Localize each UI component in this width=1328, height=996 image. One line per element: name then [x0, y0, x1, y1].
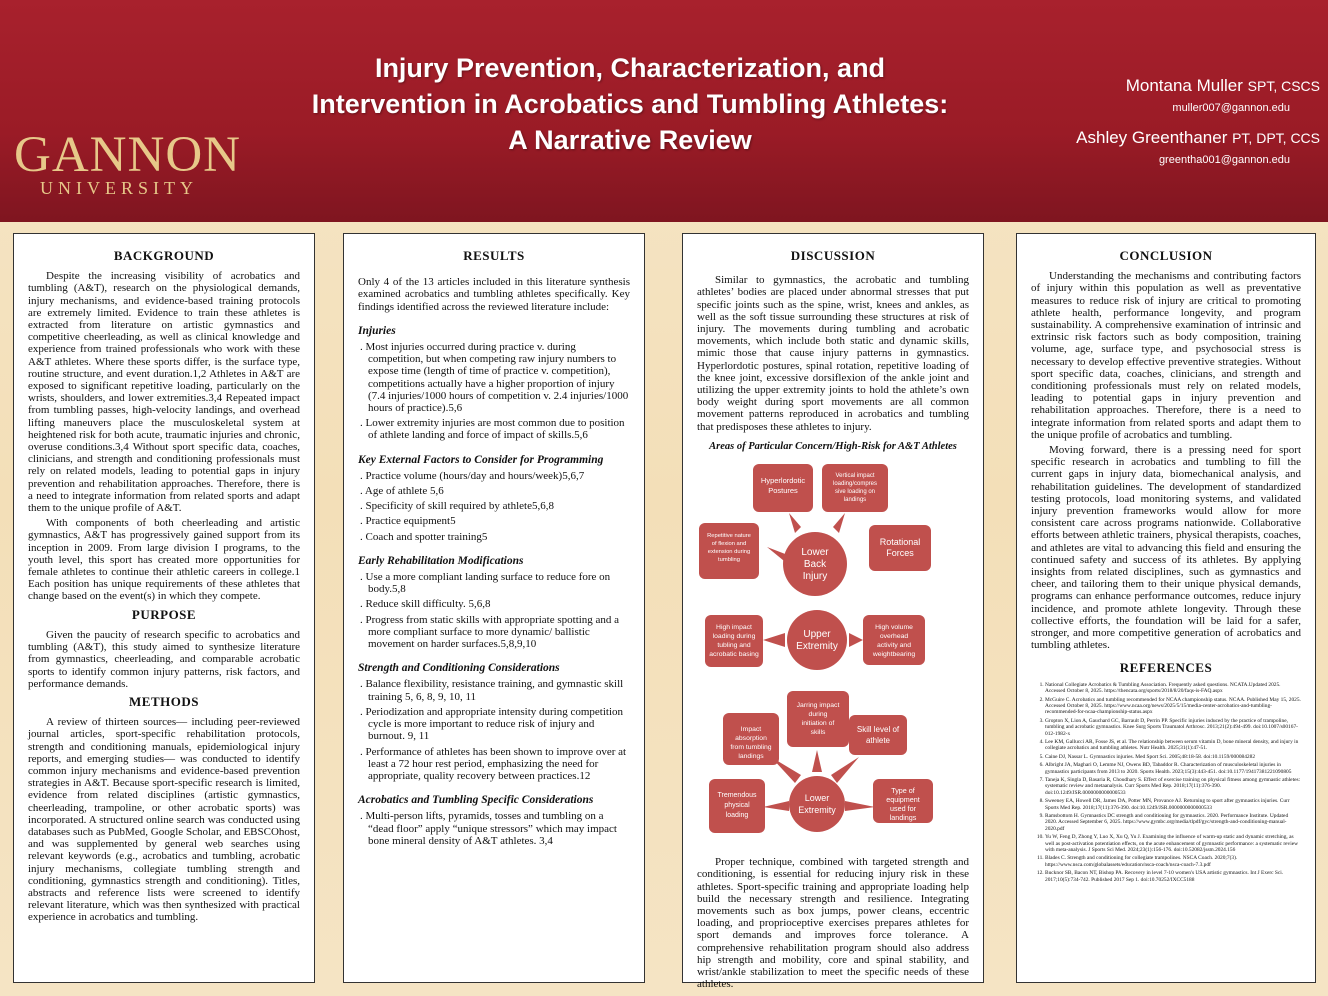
- gannon-logo: [14, 127, 241, 210]
- results-list: [358, 571, 630, 650]
- arrow: [812, 750, 822, 772]
- subsection-heading: Acrobatics and Tumbling Specific Considerations: [358, 794, 594, 807]
- purpose-paragraph: Given the paucity of research specific to acrobatics and tumbling (A&T), this study aimed to synthesize literature from gymnastics, cheerleading, and comparable acrobatic sports to identify common injury patterns, risk factors, and performance demands.: [28, 628, 300, 690]
- list-item: . Age of athlete 5,6: [358, 485, 630, 497]
- results-list: [358, 678, 630, 782]
- diagram-label: Lower Extremity: [798, 793, 836, 816]
- reference-item: 1. National Collegiate Acrobatics & Tumbling Association. Frequently asked questions. NCATA.Updated 2025. Accessed October 8, 2025. https://thencata.org/sports/2018/8/20/faqs-is-FAQ.aspx: [1045, 682, 1301, 695]
- diagram-label: Repetitive nature of flexion and extension during tumbling: [707, 533, 751, 564]
- node-upper-extremity: [787, 610, 847, 670]
- author-name: Ashley Greenthaner PT, DPT, CCS: [1076, 128, 1320, 147]
- list-item: . Performance of athletes has been shown to improve over at least a 72 hour rest period, emphasizing the need for appropriate, quality recovery between practices.12: [358, 746, 630, 783]
- column-background: [13, 233, 315, 983]
- section-heading: METHODS: [129, 693, 199, 709]
- diagram-title: Areas of Particular Concern/High-Risk for A&T Athletes: [709, 440, 957, 452]
- author-2: [1030, 128, 1320, 166]
- background-paragraph: With components of both cheerleading and artistic gymnastics, A&T has progressively gained support from its inception in 2009. From large division I programs, to the youth level, this sport has created more opportunities for female athletes to continue their athletic careers in college.1 Each position has unique requirements of these athletes that change based on the event(s) in which they compete.: [28, 517, 300, 603]
- diagram-label: Lower Back Injury: [801, 547, 829, 583]
- arrow: [789, 513, 801, 533]
- author-email: greentha001@gannon.edu: [1158, 154, 1290, 166]
- arrow: [763, 801, 789, 811]
- list-item: . Lower extremity injuries are most common due to position of athlete landing and force of impact of skills.5,6: [358, 417, 630, 441]
- reference-item: 12. Bucknor SB, Bacon NT, Bishop PA. Recovery in level 7-10 women's USA artistic gymnastics. Int J Exerc Sci. 2017;10(5):734-742. Published 2017 Sep 1. doi:10.70252/IXCC5188: [1045, 870, 1301, 883]
- diagram-label: Rotational Forces: [879, 537, 921, 559]
- section-heading: PURPOSE: [131, 606, 197, 622]
- node-skill-level: [849, 715, 907, 755]
- results-list: [358, 470, 630, 543]
- author-1: [1030, 76, 1320, 114]
- title-line: Injury Prevention, Characterization, and: [374, 53, 886, 83]
- conclusion-paragraph: Understanding the mechanisms and contributing factors of injury within this population as well as preventative measures to reduce risk of injury are critical to promoting athlete health, performance longevity, and program sustainability. A comprehensive examination of intrinsic and extrinsic risk factors such as body composition, training volume, age, surface type, and psychosocial stress is necessary to develop effective preventive strategies. Without sport specific data, coaches, clinicians, and strength and conditioning professionals must rely on related models, leading to potential gaps in injury prevention and rehabilitation approaches. Therefore, there is a need to integrate information from related sports and adapt them to the unique profile of acrobatics and tumbling.: [1031, 270, 1301, 441]
- references-list: [1031, 682, 1301, 883]
- methods-paragraph: A review of thirteen sources— including peer-reviewed journal articles, sport-specific rehabilitation protocols, strength and conditioning manuals, epidemiological injury reports, and emerging studies— was conducted to identify common injury mechanisms and evidence-based prevention strategies in A&T. Because sport-specific research is limited, evidence from related disciplines (artistic gymnastics, cheerleading, trampoline, or other acrobatic sports) was incorporated. A structured online search was conducted using databases such as PubMed, Google Scholar, and EBSCOhost, and was supplemented by general web searches using relevant keywords (e.g., acrobatics and tumbling, acrobatic injury mechanisms, collegiate tumbling strength and conditioning, gymnastics strength and conditioning). Titles, abstracts and reference lists were screened to identify relevant literature, which was then synthesized with practical experience in acrobatics and tumbling.: [28, 716, 300, 924]
- diagram-label: Tremendous physical loading: [717, 792, 757, 820]
- reference-item: 6. Albright JA, Maghari O, Lemme NJ, Owens BD, Tabaddor R. Characterization of musculoskeletal injuries in gymnastics participants from 2013 to 2020. Sports Health. 2023;15(3):443-451. doi:10.1177/19417381221090805: [1045, 762, 1301, 775]
- list-item: . Use a more compliant landing surface to reduce fore on body.5,8: [358, 571, 630, 595]
- diagram-label: Skill level of athlete: [856, 725, 900, 746]
- reference-item: 7. Taneja K, Singla D, Basaria R, Choudhary S. Effect of exercise training on physical fitness among gymnastic athletes: systematic review and metaanalysis. Curr Sports Med Rep. 2018;17(11):376-390. doi:10.1249/JSR.0000000000000533: [1045, 777, 1301, 796]
- author-email: muller007@gannon.edu: [1172, 102, 1290, 114]
- diagram-label: High impact loading during tubling and acrobatic basing: [709, 624, 759, 659]
- reference-item: 10. Yu W, Feng D, Zhong Y, Luo X, Xu Q, Yu J. Examining the influence of warm-up static and dynamic stretching, as well as post-activation potentiation effects, on the acute enhancement of gymnastic performance: a systematic review with meta-analysis. J Sports Sci Med. 2024;23(1):156-176. doi:10.52082/jssm.2024.156: [1045, 834, 1301, 853]
- subsection-heading: Injuries: [358, 324, 396, 337]
- list-item: . Most injuries occurred during practice v. during competition, but when competing raw injury numbers to expose time (length of time of practice v. competition), competitions actually have a higher proportion of injury (7.4 injuries/1000 hours of competition v. 2.4 injuries/1000 hours of practice).5,6: [358, 341, 630, 414]
- node-lower-extremity: [789, 776, 845, 832]
- list-item: . Periodization and appropriate intensity during competition cycle is more important to reduce risk of injury and burnout. 9, 11: [358, 706, 630, 743]
- poster-header: [0, 0, 1328, 222]
- list-item: . Progress from static skills with appropriate spotting and a more compliant surface to more dynamic/ ballistic movement on harder surfaces.5,8,9,10: [358, 614, 630, 651]
- list-item: . Practice equipment5: [358, 515, 630, 527]
- diagram-label: Vertical impact loading/compres sive loading on landings: [832, 473, 878, 504]
- logo-sub-text: UNIVERSITY: [40, 178, 198, 198]
- author-name: Montana Muller SPT, CSCS: [1125, 76, 1320, 95]
- risk-diagram: [697, 457, 969, 849]
- title-line: A Narrative Review: [508, 125, 752, 155]
- results-intro: Only 4 of the 13 articles included in this literature synthesis examined acrobatics and tumbling athletes specifically. Key findings identified across the reviewed literature include:: [358, 276, 630, 313]
- node-jarring: [787, 691, 849, 747]
- list-item: . Practice volume (hours/day and hours/week)5,6,7: [358, 470, 630, 482]
- subsection-heading: Strength and Conditioning Considerations: [358, 662, 560, 675]
- authors-block: [1030, 76, 1320, 176]
- conclusion-paragraph: Moving forward, there is a pressing need for sport specific research in acrobatics and tumbling to fill the current gaps in injury data, biomechanical analysis, and rehabilitation guidelines. The development of standardized testing protocols, load monitoring systems, and validated injury prevention frameworks would allow for more consistent care across programs nationwide. Collaborative efforts between athletic trainers, physical therapists, coaches, and athletes are vital to advancing this field and ensuring the continued safety and success of its athletes. By applying insights from related disciplines, such as gymnastics and cheer, and tailoring them to their unique physical demands, programs can enhance performance outcomes, reduce injury incidence, and promote athlete longevity. Through these collective efforts, the foundation will be laid for a safer, stronger, and more competitive generation of acrobatics and tumbling athletes.: [1031, 444, 1301, 652]
- logo-main-text: GANNON: [14, 127, 241, 183]
- column-discussion: [682, 233, 984, 991]
- reference-item: 3. Gropton X, Lion A, Gauchard GC, Barrault D, Perrin PP. Specific injuries induced by the practice of trampoline, tumbling and acrobatic gymnastics. Knee Surg Sports Traumatol Arthrosc. 2013;21(2):494-499. doi:10.1007/s00167-012-1982-x: [1045, 718, 1301, 737]
- results-list: [358, 341, 630, 442]
- node-vertical-impact: [822, 464, 888, 512]
- diagram-label: Jarring impact during initiation of skills: [796, 702, 840, 737]
- arrow: [763, 633, 785, 647]
- diagram-label: High volume overhead activity and weightbearing: [872, 624, 916, 659]
- section-heading: CONCLUSION: [1119, 248, 1213, 263]
- section-heading: DISCUSSION: [790, 248, 876, 263]
- list-item: . Specificity of skill required by athlete5,6,8: [358, 500, 630, 512]
- diagram-label: Impact absorption from tumbling landings: [730, 726, 772, 761]
- reference-item: 11. Blades C. Strength and conditioning for collegiate trampolines. NSCA Coach. 2020;7(3). https://www.nsca.com/globalassets/education/nsca-coach/nsca-coach-7.3.pdf: [1045, 855, 1301, 868]
- diagram-label: Hyperlordotic Postures: [760, 476, 806, 496]
- column-conclusion: [1016, 233, 1316, 983]
- node-high-impact: [705, 615, 763, 667]
- title-line: Intervention in Acrobatics and Tumbling Athletes:: [311, 89, 949, 119]
- poster-title: [240, 50, 1020, 158]
- arrow: [833, 513, 845, 533]
- diagram-label: Upper Extremity: [796, 629, 838, 653]
- list-item: . Balance flexibility, resistance training, and gymnastic skill training 5, 6, 8, 9, 10, 11: [358, 678, 630, 702]
- reference-item: 5. Caine DJ, Nassar L. Gymnastics injuries. Med Sport Sci. 2005;48:18-58. doi:10.1159/000084282: [1045, 754, 1301, 760]
- subsection-heading: Key External Factors to Consider for Programming: [358, 453, 604, 466]
- discussion-paragraph: Similar to gymnastics, the acrobatic and tumbling athletes’ bodies are placed under abnormal stresses that put specific joints such as the spine, wrist, knees and ankles, as well as the soft tissue surrounding these structures at risk of injury. The movements during tumbling and acrobatic movements, which include both static and dynamic skills, mimic those that cause injury patterns in gymnastics. Hyperlordotic postures, spinal rotation, repetitive loading of the knee joint, excessive dorsiflexion of the ankle joint and utilizing the upper extremity joints to hold the athlete’s own body weight during sport movements are all common movement patterns reproduced in acrobatics and tumbling that predisposes these athletes to injury.: [697, 274, 969, 433]
- arrow: [831, 757, 859, 783]
- list-item: . Coach and spotter training5: [358, 531, 630, 543]
- section-heading: BACKGROUND: [113, 248, 215, 263]
- reference-item: 8. Sweeney EA, Howell DR, James DA, Potter MN, Provance AJ. Returning to sport after gymnastics injuries. Curr Sports Med Rep. 2018;17(11):376-390. doi:10.1249/JSR.0000000000000533: [1045, 798, 1301, 811]
- discussion-paragraph: Proper technique, combined with targeted strength and conditioning, is essential for reducing injury risk in these athletes. Sport-specific training and appropriate loading help build the necessary strength and resilience. Integrating movements such as box jumps, power cleans, eccentric loading, and proprioceptive exercises prepares athletes for sport demands and improves force tolerance. A comprehensive rehabilitation program should also address hip strength and mobility, core and spinal stability, and wrist/ankle stabilization to meet the specific needs of these athletes.: [697, 856, 969, 991]
- diagram-label: Type of equipment used for landings: [886, 786, 920, 823]
- section-heading: REFERENCES: [1119, 659, 1213, 675]
- section-heading: RESULTS: [463, 248, 525, 263]
- background-paragraph: Despite the increasing visibility of acrobatics and tumbling (A&T), research on the physiological demands, injury mechanisms, and evidence-based training protocols are extremely limited. Evidence to train these athletes is extracted from literature on artistic gymnastics and competitive cheerleading, as well as clinical knowledge and experience from trained professionals who work with these A&T athletes. Where these sports differ, is the surface type, routine structure, and event duration.1,2 Athletes in A&T are exposed to significant repetitive loading, particularly on the wrists, shoulders, and lower extremities.3,4 Repeated impact from tumbling passes, high-velocity landings, and overhead lifting maneuvers place the musculoskeletal system at heightened risk for both acute, traumatic injuries and chronic, overuse conditions.3,4 Without sport specific data, coaches, clinicians, and strength and conditioning professionals must rely on related models, leading to potential gaps in injury prevention and rehabilitation approaches. Therefore, there is a need to integrate information from related sports and adapt them to the unique profile of A&T.: [28, 270, 300, 515]
- reference-item: 9. Ramsbottom H. Gymnastics DC strength and conditioning for gymnastics. 2020. Performance Institute. Updated 2020. Accessed September 6, 2025. https://www.gymbc.org/media/tlpdf/gyc/strength-and-conditioning-manual-2020.pdf: [1045, 813, 1301, 832]
- results-list: [358, 810, 630, 847]
- column-results: [343, 233, 645, 983]
- reference-item: 4. Lee KM, Gallucci AR, Fosse JS, et al. The relationship between serum vitamin D, bone mineral density, and injury in collegiate acrobatics and tumbling athletes. Nutr Health. 2025;31(1):47-51.: [1045, 739, 1301, 752]
- list-item: . Multi-person lifts, pyramids, tosses and tumbling on a “dead floor” apply “unique stressors” which may impact bone mineral density of A&T athletes. 3,4: [358, 810, 630, 847]
- arrow: [849, 633, 863, 647]
- list-item: . Reduce skill difficulty. 5,6,8: [358, 598, 630, 610]
- subsection-heading: Early Rehabilitation Modifications: [358, 554, 524, 567]
- arrow: [845, 801, 875, 811]
- reference-item: 2. McGuire C. Acrobatics and tumbling recommended for NCAA championship status. NCAA. Published May 15, 2025. Accessed October 8, 2025. https://www.ncaa.org/news/2025/5/15/media-center-acrobatics-and-tumbling-recommended-for-ncaa-championship-status.aspx: [1045, 697, 1301, 716]
